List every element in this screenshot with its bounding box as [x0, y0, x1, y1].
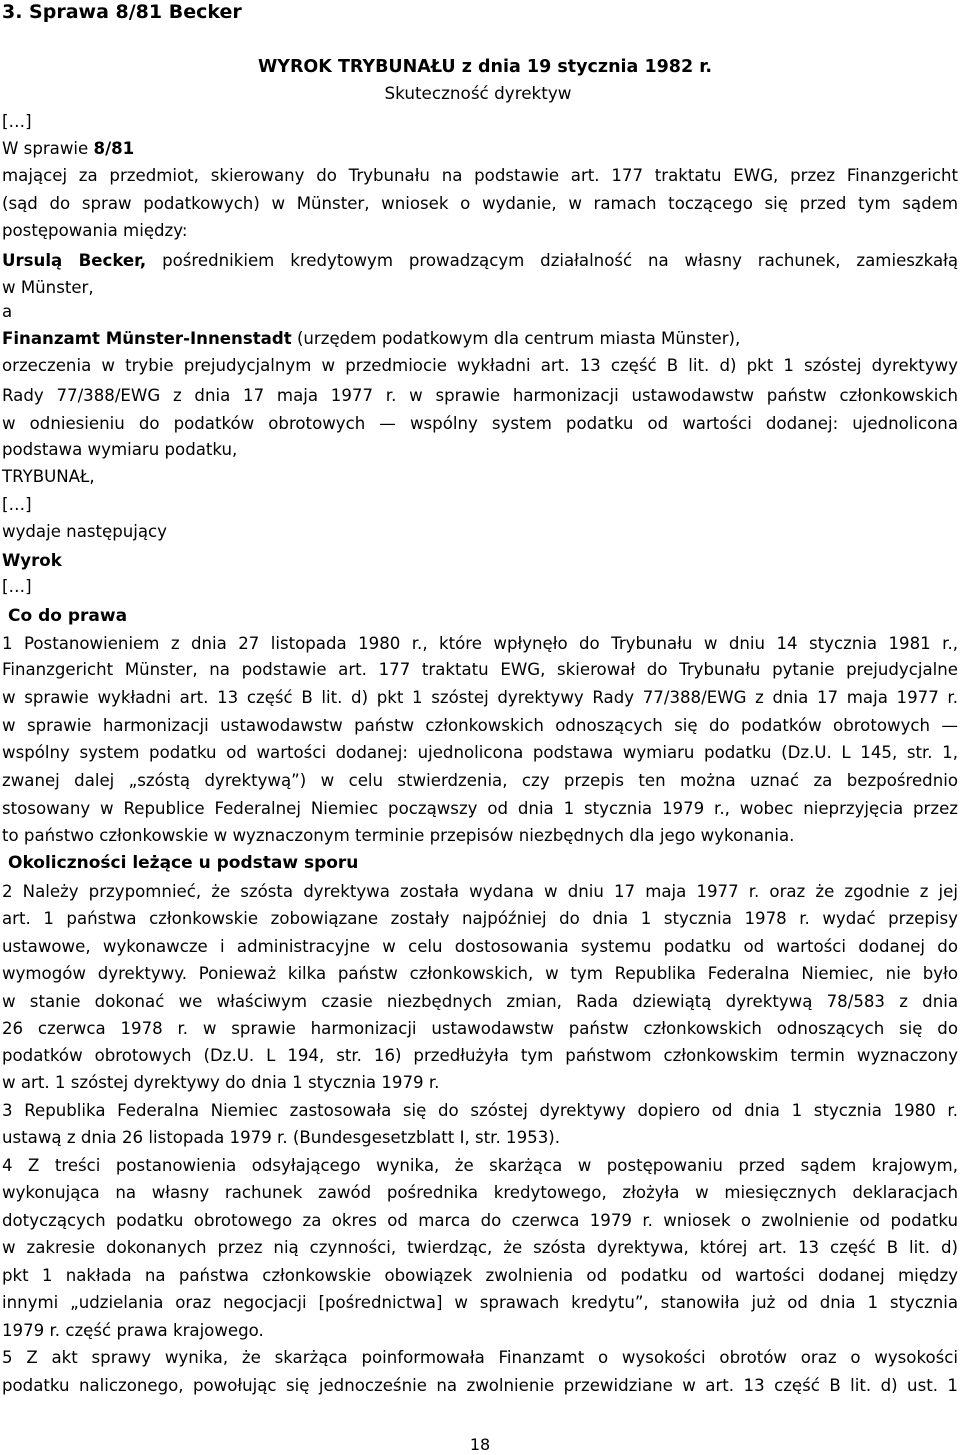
law-line-1: 1 Postanowieniem z dnia 27 listopada 1980 r., które wpłynęło do Trybunału w dniu 14 stycznia 1981 r., [2, 634, 958, 653]
subject-line-2: Rady 77/388/EWG z dnia 17 maja 1977 r. w sprawie harmonizacji ustawodawstw państw członkowskich [2, 386, 958, 405]
subject-line-4: podstawa wymiaru podatku, [2, 440, 238, 459]
facts-line-2: art. 1 państwa członkowskie zobowiązane zostały najpóźniej do dnia 1 stycznia 1978 r. wydać przepisy [2, 909, 958, 928]
subject-line-1: orzeczenia w trybie prejudycjalnym w przedmiocie wykładni art. 13 część B lit. d) pkt 1 szóstej dyrektywy [2, 356, 958, 375]
law-line-7: stosowany w Republice Federalnej Niemiec począwszy od dnia 1 stycznia 1979 r., wobec nieprzyjęcia przez [2, 799, 958, 818]
party1-desc: pośrednikiem kredytowym prowadzącym działalność na własny rachunek, zamieszkałą [146, 251, 959, 270]
facts-line-10: ustawą z dnia 26 listopada 1979 r. (Bundesgesetzblatt I, str. 1953). [2, 1128, 560, 1147]
facts-line-8: w art. 1 szóstej dyrektywy do dnia 1 stycznia 1979 r. [2, 1073, 440, 1092]
party1-place: w Münster, [2, 278, 94, 297]
facts-line-5: w stanie dokonać we właściwym czasie niezbędnych zmian, Rada dziewiątą dyrektywą 78/583 z dnia [2, 992, 958, 1011]
law-line-6: zwanej dalej „szóstą dyrektywą”) w celu stwierdzenia, czy przepis ten można uznać za bezpośrednio [2, 771, 958, 790]
facts-line-15: pkt 1 nakłada na państwa członkowskie obowiązek zwolnienia od podatku od wartości dodanej między [2, 1266, 958, 1285]
intro-line-2: (sąd do spraw podatkowych) w Münster, wniosek o wydanie, w ramach toczącego się przed tym sądem [2, 194, 958, 213]
case-number: 8/81 [93, 139, 135, 158]
law-line-2: Finanzgericht Münster, na podstawie art. 177 traktatu EWG, skierował do Trybunału pytanie prejudycjalne [2, 660, 958, 679]
law-line-4: w sprawie harmonizacji ustawodawstw państw członkowskich odnoszących się do podatków obrotowych — [2, 716, 958, 735]
judgment-title: WYROK TRYBUNAŁU z dnia 19 stycznia 1982 r. [257, 57, 713, 77]
facts-line-4: wymogów dyrektywy. Ponieważ kilka państw członkowskich, w tym Republika Federalna Niemiec, nie było [2, 964, 958, 983]
ellipsis-3: […] [2, 577, 32, 596]
case-label: W sprawie [2, 139, 94, 158]
ellipsis-2: […] [2, 495, 32, 514]
subject-line-3: w odniesieniu do podatków obrotowych — wspólny system podatku od wartości dodanej: ujednolicona [2, 414, 958, 433]
intro-line-1: mającej za przedmiot, skierowany do Trybunału na podstawie art. 177 traktatu EWG, przez Finanzgericht [2, 166, 958, 185]
facts-line-11: 4 Z treści postanowienia odsyłającego wynika, że skarżąca w postępowaniu przed sądem krajowym, [2, 1156, 958, 1175]
facts-line-16: innymi „udzielania oraz negocjacji [pośrednictwa] w sprawach kredytu”, stanowiła już od dnia 1 stycznia [2, 1293, 958, 1312]
law-line-8: to państwo członkowskie w wyznaczonym terminie przepisów niezbędnych dla jego wykonania. [2, 826, 795, 845]
ellipsis-1: […] [2, 112, 32, 131]
court-label: TRYBUNAŁ, [2, 467, 95, 486]
and-word: a [2, 302, 13, 321]
party2-name: Finanzamt Münster-Innenstadt [2, 329, 292, 348]
facts-line-17: 1979 r. część prawa krajowego. [2, 1321, 264, 1340]
facts-line-3: ustawowe, wykonawcze i administracyjne w celu dostosowania systemu podatku od wartości dodanej do [2, 937, 958, 956]
intro-line-3: postępowania między: [2, 221, 188, 240]
page-number: 18 [469, 1435, 491, 1454]
law-heading: Co do prawa [8, 606, 128, 626]
facts-line-12: wykonująca na własny rachunek zawód pośrednika kredytowego, złożyła w miesięcznych deklaracjach [2, 1183, 958, 1202]
ruling-heading: Wyrok [2, 551, 62, 570]
ruling-intro: wydaje następujący [2, 522, 168, 541]
facts-line-9: 3 Republika Federalna Niemiec zastosowała się do szóstej dyrektywy dopiero od dnia 1 stycznia 1980 r. [2, 1101, 958, 1120]
law-line-3: w sprawie wykładni art. 13 część B lit. d) pkt 1 szóstej dyrektywy Rady 77/388/EWG z dnia 17 maja 1977 r. [2, 688, 958, 707]
facts-line-6: 26 czerwca 1978 r. w sprawie harmonizacji ustawodawstw państw członkowskich odnoszących się do [2, 1019, 958, 1038]
party2-line [2, 329, 958, 349]
law-line-5: wspólny system podatku od wartości dodanej: ujednolicona podstawa wymiaru podatku (Dz.U. L 145, str. 1, [2, 743, 958, 762]
case-line [2, 139, 958, 159]
section-title: 3. Sprawa 8/81 Becker [2, 1, 242, 23]
party1-name: Ursulą Becker, [2, 251, 147, 270]
facts-line-1: 2 Należy przypomnieć, że szósta dyrektywa została wydana w dniu 17 maja 1977 r. oraz że zgodnie z jej [2, 882, 958, 901]
facts-line-18: 5 Z akt sprawy wynika, że skarżąca poinformowała Finanzamt o wysokości obrotów oraz o wysokości [2, 1348, 958, 1367]
facts-line-13: dotyczących podatku obrotowego za okres od marca do czerwca 1979 r. wniosek o zwolnienie od podatku [2, 1211, 958, 1230]
facts-line-14: w zakresie dokonanych przez nią czynności, twierdząc, że szósta dyrektywa, której art. 13 część B lit. d) [2, 1238, 958, 1257]
facts-line-19: podatku naliczonego, powołując się jednocześnie na zwolnienie przewidziane w art. 13 część B lit. d) ust. 1 [2, 1376, 958, 1395]
party2-desc: (urzędem podatkowym dla centrum miasta Münster), [291, 329, 741, 348]
party1-line [2, 251, 958, 271]
judgment-subtitle: Skuteczność dyrektyw [384, 83, 572, 103]
facts-heading: Okoliczności leżące u podstaw sporu [8, 853, 359, 873]
facts-line-7: podatków obrotowych (Dz.U. L 194, str. 16) przedłużyła tym państwom członkowskim termin wyznaczony [2, 1046, 958, 1065]
